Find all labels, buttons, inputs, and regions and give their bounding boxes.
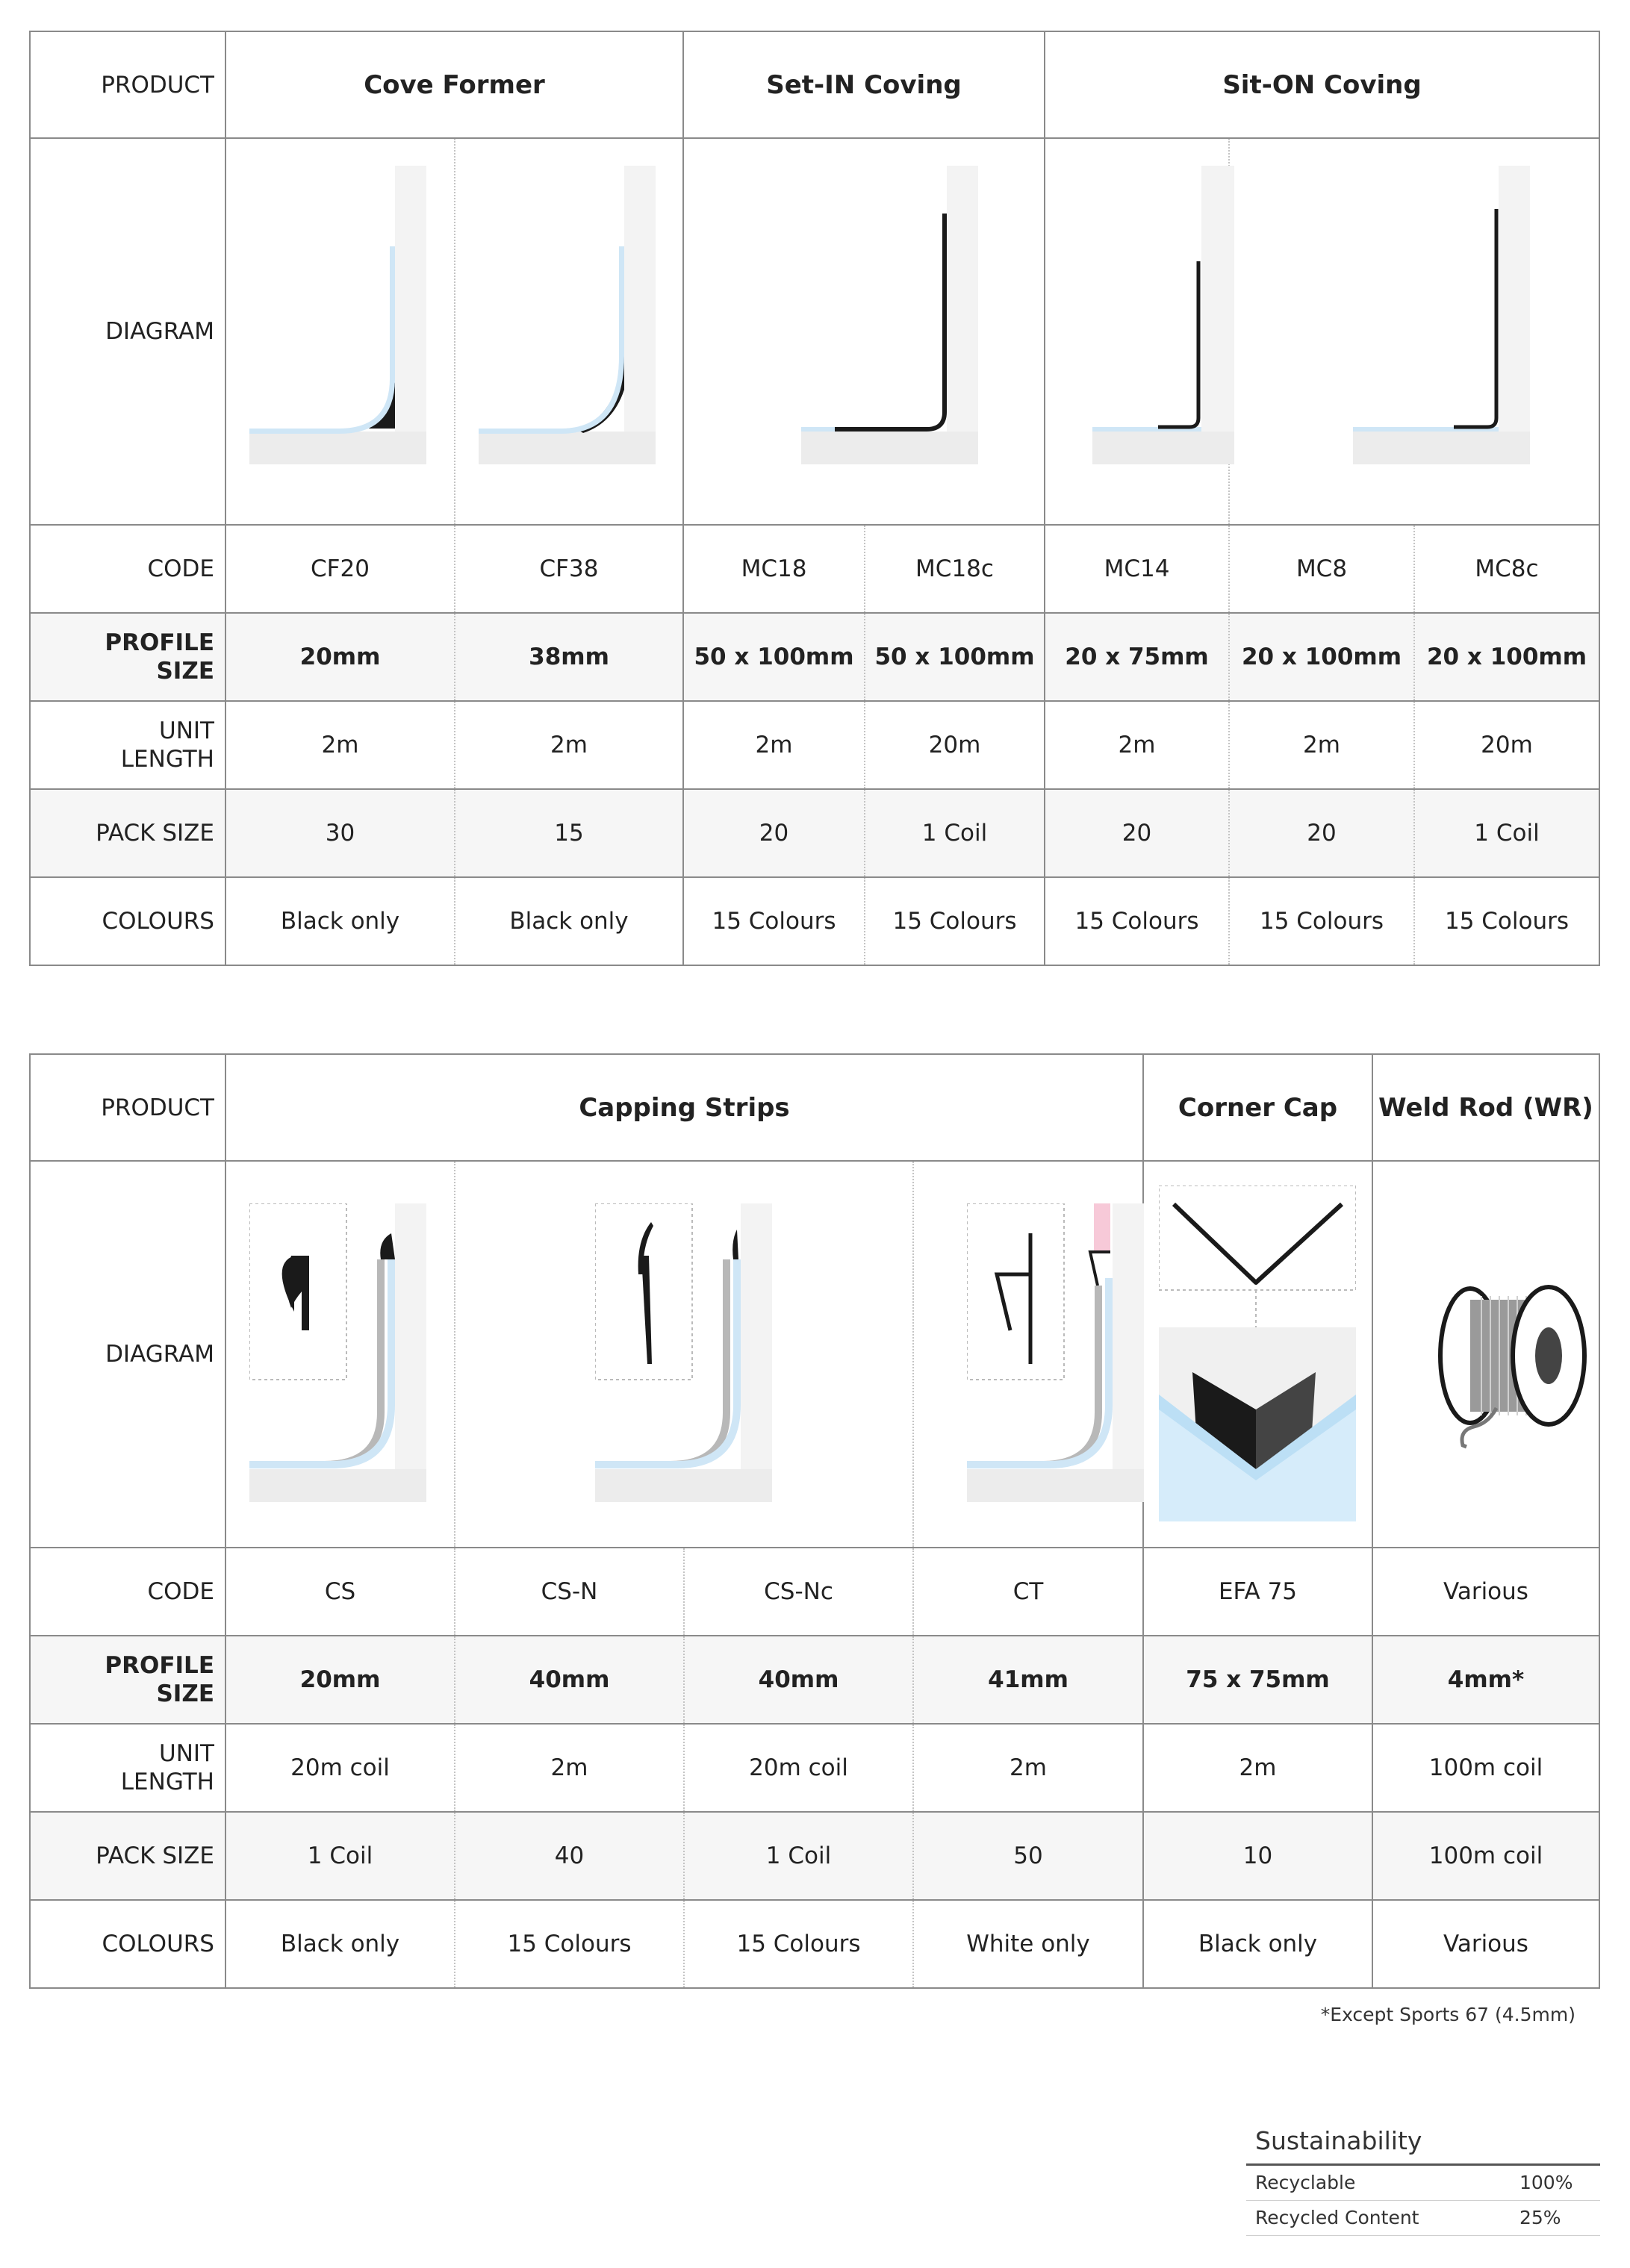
footnote: *Except Sports 67 (4.5mm)	[1320, 2004, 1575, 2025]
colours-mc8: 15 Colours	[1228, 878, 1413, 965]
code-cs-nc: CS-Nc	[683, 1548, 912, 1635]
colours-mc14: 15 Colours	[1044, 878, 1228, 965]
table1-label-profile-size: PROFILE SIZE	[105, 629, 214, 685]
pack-size-mc8c: 1 Coil	[1413, 790, 1599, 876]
pack-size-ct: 50	[912, 1813, 1142, 1899]
capping-strip-cs-n-diagram	[595, 1203, 782, 1517]
pack-size-cf20: 30	[225, 790, 454, 876]
table1-profile-size-row	[31, 612, 1599, 700]
table1-label-code: CODE	[147, 555, 214, 582]
table1-header-row	[31, 32, 1599, 137]
profile-size-mc14: 20 x 75mm	[1044, 614, 1228, 700]
profile-size-mc8: 20 x 100mm	[1228, 614, 1413, 700]
profile-size-cs: 20mm	[225, 1636, 454, 1723]
code-cs-n: CS-N	[454, 1548, 683, 1635]
unit-length-cf38: 2m	[454, 702, 682, 788]
pack-size-efa75: 10	[1142, 1813, 1372, 1899]
group-set-in-coving: Set-IN Coving	[682, 32, 1044, 137]
table1-diagram-row	[31, 137, 1599, 524]
unit-length-cs: 20m coil	[225, 1725, 454, 1811]
code-cs: CS	[225, 1548, 454, 1635]
profile-size-cf38: 38mm	[454, 614, 682, 700]
colours-cs-n: 15 Colours	[454, 1901, 683, 1987]
unit-length-ct: 2m	[912, 1725, 1142, 1811]
pack-size-mc18: 20	[682, 790, 864, 876]
unit-length-efa75: 2m	[1142, 1725, 1372, 1811]
pack-size-cs-nc: 1 Coil	[683, 1813, 912, 1899]
table2-label-diagram: DIAGRAM	[105, 1341, 214, 1368]
pack-size-mc14: 20	[1044, 790, 1228, 876]
unit-length-cs-nc: 20m coil	[683, 1725, 912, 1811]
table1-label-product: PRODUCT	[101, 71, 214, 99]
profile-size-ct: 41mm	[912, 1636, 1142, 1723]
code-mc18: MC18	[682, 526, 864, 612]
code-cf20: CF20	[225, 526, 454, 612]
sustainability-title: Sustainability	[1246, 2119, 1600, 2166]
table1-label-diagram: DIAGRAM	[105, 318, 214, 345]
profile-size-mc8c: 20 x 100mm	[1413, 614, 1599, 700]
pack-size-cf38: 15	[454, 790, 682, 876]
pack-size-weld-rod: 100m coil	[1372, 1813, 1599, 1899]
sustainability-value: 25%	[1519, 2207, 1561, 2228]
profile-size-mc18c: 50 x 100mm	[864, 614, 1044, 700]
sustainability-label: Recycled Content	[1255, 2207, 1419, 2228]
unit-length-mc8c: 20m	[1413, 702, 1599, 788]
sustainability-row-recyclable	[1246, 2166, 1600, 2201]
profile-size-cs-nc: 40mm	[683, 1636, 912, 1723]
group-corner-cap: Corner Cap	[1142, 1055, 1372, 1160]
group-sit-on-coving: Sit-ON Coving	[1044, 32, 1599, 137]
cove-former-cf38-diagram	[479, 166, 665, 479]
capping-strip-cs-diagram	[249, 1203, 436, 1517]
code-efa75: EFA 75	[1142, 1548, 1372, 1635]
table2-unit-length-row	[31, 1723, 1599, 1811]
colours-efa75: Black only	[1142, 1901, 1372, 1987]
table2-label-code: CODE	[147, 1578, 214, 1605]
sustainability-label: Recyclable	[1255, 2172, 1356, 2193]
colours-ct: White only	[912, 1901, 1142, 1987]
table1-label-unit-length: UNIT LENGTH	[120, 717, 214, 773]
colours-mc18: 15 Colours	[682, 878, 864, 965]
table2-label-product: PRODUCT	[101, 1094, 214, 1121]
table2-label-unit-length: UNIT LENGTH	[120, 1740, 214, 1795]
table2-pack-size-row	[31, 1811, 1599, 1899]
table1-colours-row	[31, 876, 1599, 965]
product-table-coving	[29, 31, 1600, 966]
table2-profile-size-row	[31, 1635, 1599, 1723]
colours-mc18c: 15 Colours	[864, 878, 1044, 965]
unit-length-weld-rod: 100m coil	[1372, 1725, 1599, 1811]
table1-label-colours: COLOURS	[102, 908, 214, 935]
profile-size-cs-n: 40mm	[454, 1636, 683, 1723]
product-table-accessories	[29, 1053, 1600, 1989]
pack-size-mc18c: 1 Coil	[864, 790, 1044, 876]
table2-label-pack-size: PACK SIZE	[96, 1842, 214, 1869]
colours-cs: Black only	[225, 1901, 454, 1987]
table2-diagram-row	[31, 1160, 1599, 1547]
profile-size-weld-rod: 4mm*	[1372, 1636, 1599, 1723]
unit-length-mc18: 2m	[682, 702, 864, 788]
unit-length-cs-n: 2m	[454, 1725, 683, 1811]
sit-on-coving-mc8-diagram	[1353, 166, 1540, 479]
table1-label-pack-size: PACK SIZE	[96, 820, 214, 847]
sustainability-row-recycled-content	[1246, 2201, 1600, 2236]
pack-size-mc8: 20	[1228, 790, 1413, 876]
code-mc18c: MC18c	[864, 526, 1044, 612]
unit-length-mc18c: 20m	[864, 702, 1044, 788]
table2-header-row	[31, 1055, 1599, 1160]
table2-label-profile-size: PROFILE SIZE	[105, 1652, 214, 1707]
group-weld-rod: Weld Rod (WR)	[1372, 1055, 1599, 1160]
table2-colours-row	[31, 1899, 1599, 1987]
corner-cap-efa75-diagram	[1159, 1186, 1356, 1536]
table2-code-row	[31, 1547, 1599, 1635]
colours-mc8c: 15 Colours	[1413, 878, 1599, 965]
sustainability-panel	[1246, 2119, 1600, 2236]
set-in-coving-mc18-diagram	[801, 166, 988, 479]
code-mc8: MC8	[1228, 526, 1413, 612]
cove-former-cf20-diagram	[249, 166, 436, 479]
table2-label-colours: COLOURS	[102, 1931, 214, 1957]
profile-size-mc18: 50 x 100mm	[682, 614, 864, 700]
colours-cs-nc: 15 Colours	[683, 1901, 912, 1987]
unit-length-cf20: 2m	[225, 702, 454, 788]
profile-size-efa75: 75 x 75mm	[1142, 1636, 1372, 1723]
pack-size-cs: 1 Coil	[225, 1813, 454, 1899]
table1-code-row	[31, 524, 1599, 612]
group-cove-former: Cove Former	[225, 32, 682, 137]
table1-unit-length-row	[31, 700, 1599, 788]
sustainability-value: 100%	[1519, 2172, 1573, 2193]
capping-strip-ct-diagram	[967, 1203, 1154, 1517]
pack-size-cs-n: 40	[454, 1813, 683, 1899]
code-weld-rod: Various	[1372, 1548, 1599, 1635]
colours-weld-rod: Various	[1372, 1901, 1599, 1987]
group-capping-strips: Capping Strips	[225, 1055, 1142, 1160]
unit-length-mc8: 2m	[1228, 702, 1413, 788]
code-cf38: CF38	[454, 526, 682, 612]
table1-pack-size-row	[31, 788, 1599, 876]
code-mc8c: MC8c	[1413, 526, 1599, 612]
code-mc14: MC14	[1044, 526, 1228, 612]
sit-on-coving-mc14-diagram	[1092, 166, 1279, 479]
profile-size-cf20: 20mm	[225, 614, 454, 700]
unit-length-mc14: 2m	[1044, 702, 1228, 788]
colours-cf38: Black only	[454, 878, 682, 965]
colours-cf20: Black only	[225, 878, 454, 965]
weld-rod-spool-diagram	[1429, 1266, 1601, 1460]
code-ct: CT	[912, 1548, 1142, 1635]
